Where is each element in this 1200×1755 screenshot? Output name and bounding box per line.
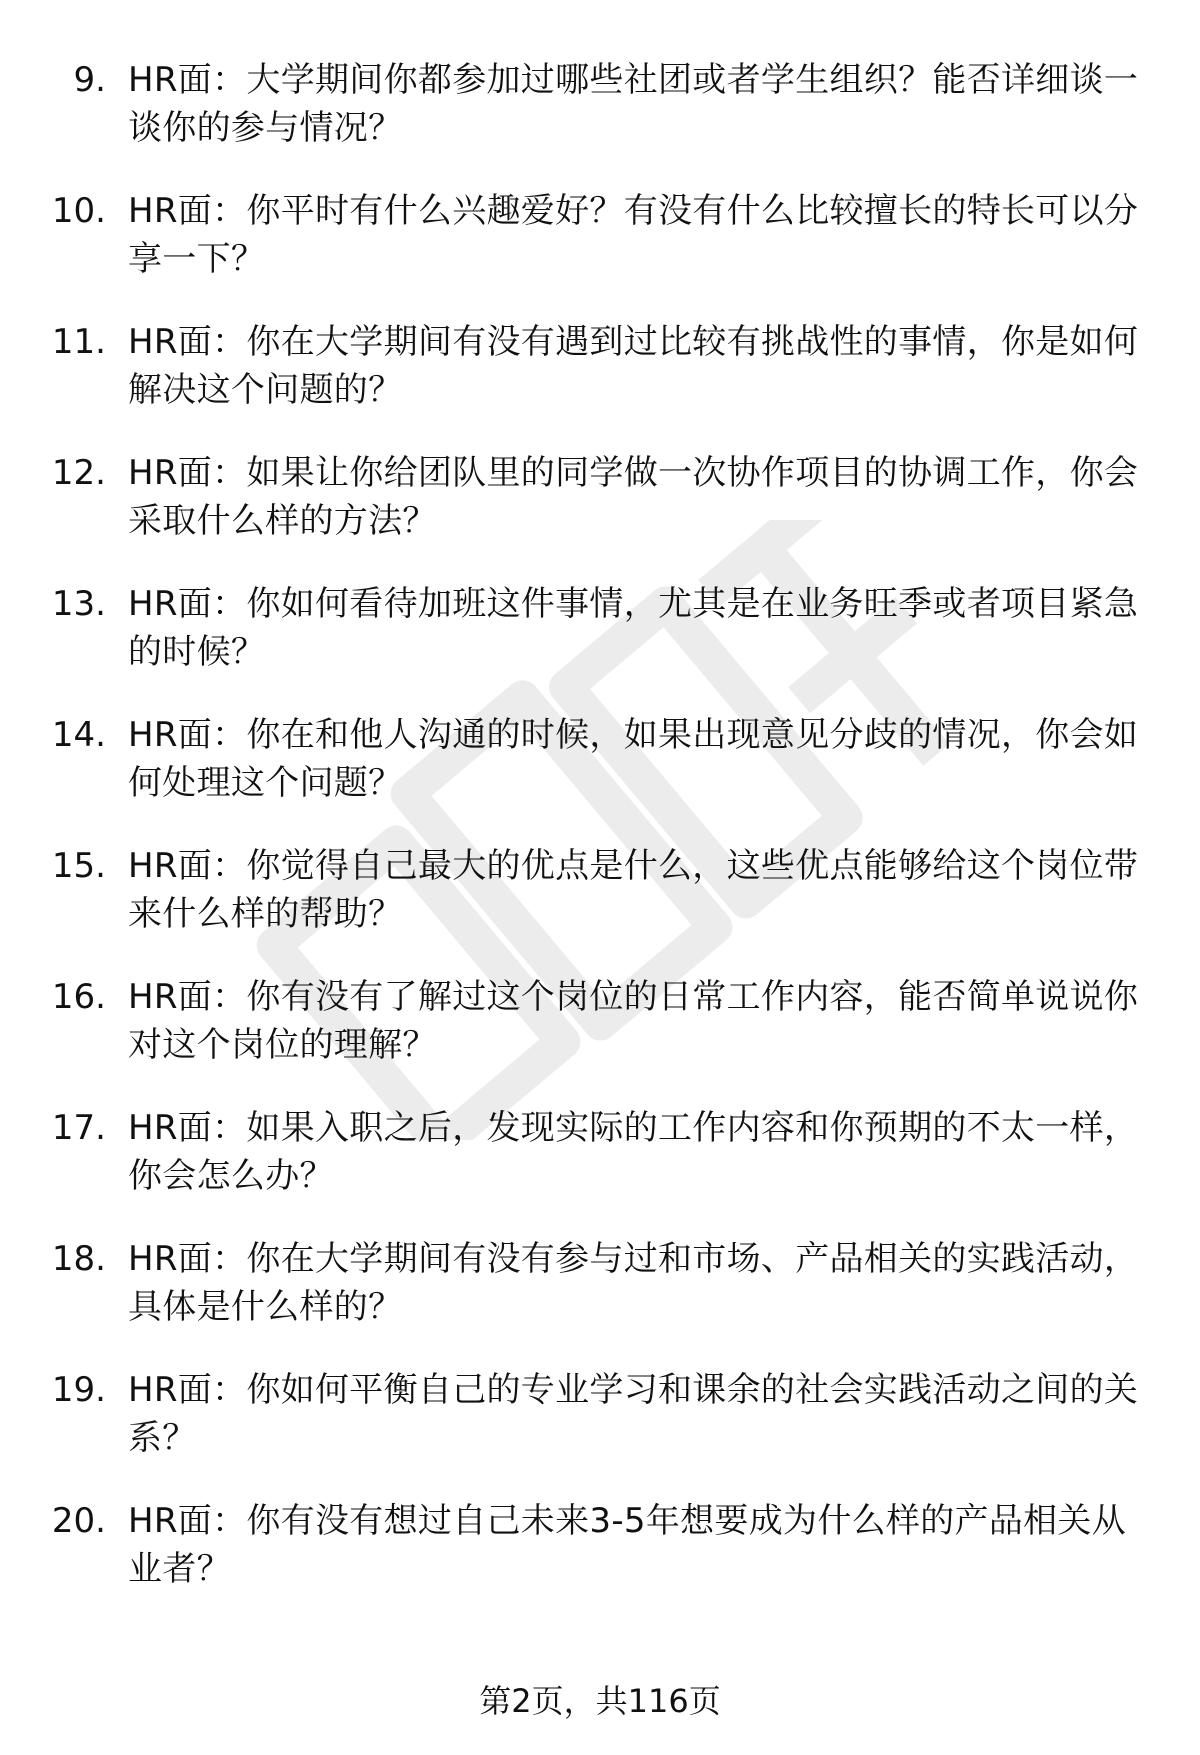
question-list xyxy=(44,56,1164,1628)
question-number: 11. xyxy=(51,322,106,362)
question-number: 15. xyxy=(51,846,106,886)
list-item xyxy=(44,1235,1164,1366)
page-footer: 第2页，共116页 xyxy=(479,1682,721,1720)
question-number: 17. xyxy=(51,1108,106,1148)
list-item xyxy=(44,973,1164,1104)
list-item xyxy=(44,842,1164,973)
question-text: HR面：大学期间你都参加过哪些社团或者学生组织？能否详细谈一谈你的参与情况？ xyxy=(128,60,1139,148)
question-text: HR面：你觉得自己最大的优点是什么，这些优点能够给这个岗位带来什么样的帮助？ xyxy=(128,846,1139,934)
question-number: 18. xyxy=(51,1239,106,1279)
question-number: 12. xyxy=(51,453,106,493)
question-text: HR面：你如何看待加班这件事情，尤其是在业务旺季或者项目紧急的时候？ xyxy=(128,584,1139,672)
list-item xyxy=(44,580,1164,711)
question-text: HR面：你在大学期间有没有参与过和市场、产品相关的实践活动，具体是什么样的？ xyxy=(128,1239,1139,1327)
question-text: HR面：你平时有什么兴趣爱好？有没有什么比较擅长的特长可以分享一下？ xyxy=(128,191,1139,279)
question-text: HR面：你如何平衡自己的专业学习和课余的社会实践活动之间的关系？ xyxy=(128,1370,1139,1458)
question-text: HR面：你有没有想过自己未来3-5年想要成为什么样的产品相关从业者？ xyxy=(128,1501,1127,1589)
list-item xyxy=(44,56,1164,187)
list-item xyxy=(44,1497,1164,1628)
question-number: 16. xyxy=(51,977,106,1017)
question-text: HR面：如果入职之后，发现实际的工作内容和你预期的不太一样，你会怎么办？ xyxy=(128,1108,1139,1196)
question-text: HR面：如果让你给团队里的同学做一次协作项目的协调工作，你会采取什么样的方法？ xyxy=(128,453,1139,541)
list-item xyxy=(44,318,1164,449)
question-number: 19. xyxy=(51,1370,106,1410)
list-item xyxy=(44,1366,1164,1497)
question-number: 10. xyxy=(51,191,106,231)
question-text: HR面：你在大学期间有没有遇到过比较有挑战性的事情，你是如何解决这个问题的？ xyxy=(128,322,1139,410)
list-item xyxy=(44,187,1164,318)
question-text: HR面：你在和他人沟通的时候，如果出现意见分歧的情况，你会如何处理这个问题？ xyxy=(128,715,1139,803)
question-number: 9. xyxy=(73,60,106,100)
list-item xyxy=(44,711,1164,842)
list-item xyxy=(44,449,1164,580)
list-item xyxy=(44,1104,1164,1235)
question-number: 14. xyxy=(51,715,106,755)
question-number: 13. xyxy=(51,584,106,624)
question-text: HR面：你有没有了解过这个岗位的日常工作内容，能否简单说说你对这个岗位的理解？ xyxy=(128,977,1139,1065)
question-number: 20. xyxy=(51,1501,106,1541)
